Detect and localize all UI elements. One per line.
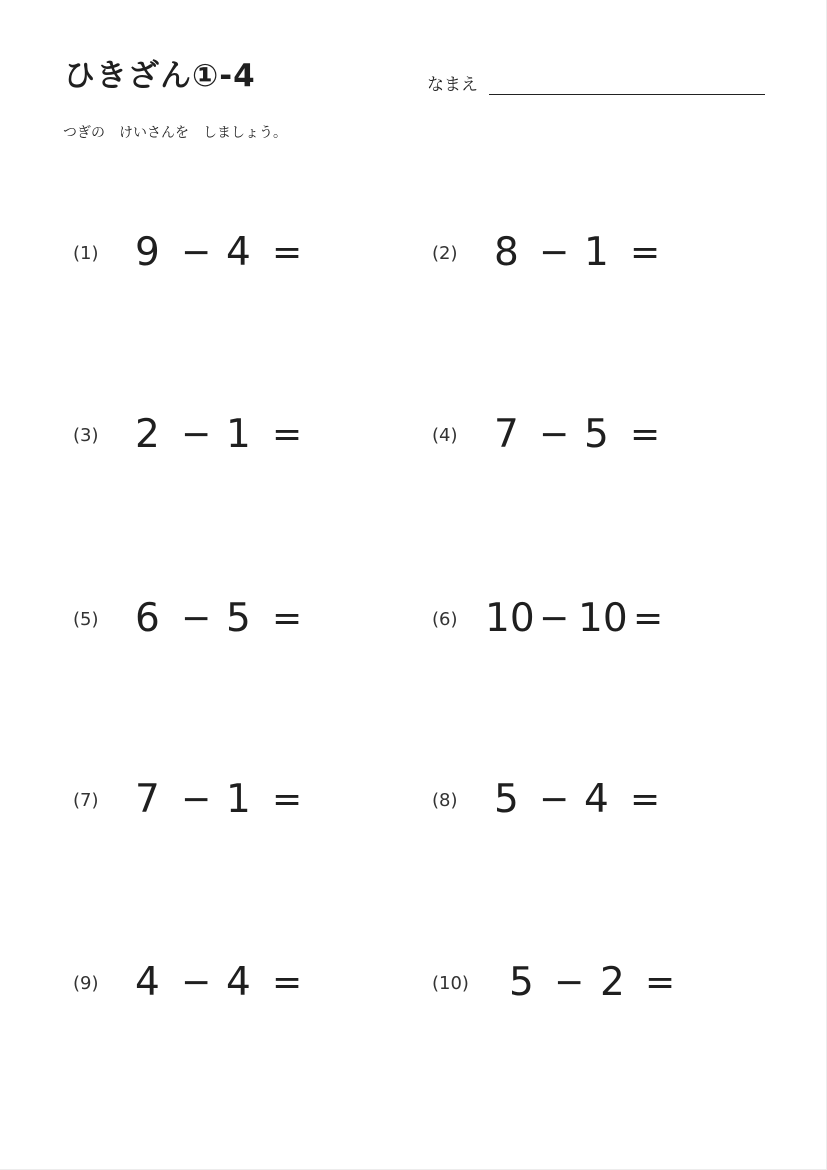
problem-5 — [73, 594, 413, 644]
subtrahend: 4 — [226, 960, 251, 1005]
equals-sign: = — [633, 598, 664, 639]
minus-sign: − — [539, 414, 570, 455]
minuend: 7 — [494, 412, 519, 457]
minus-sign: − — [181, 779, 212, 820]
minus-sign: − — [181, 962, 212, 1003]
problem-number: (3) — [73, 425, 99, 446]
subtrahend: 2 — [600, 960, 625, 1005]
subtrahend: 4 — [226, 230, 251, 275]
problem-number: (6) — [432, 609, 458, 630]
problem-number: (8) — [432, 790, 458, 811]
problem-4 — [432, 410, 772, 460]
name-underline[interactable] — [489, 94, 765, 95]
worksheet-title: ひきざん①-4 — [64, 58, 256, 94]
minus-sign: − — [181, 232, 212, 273]
subtrahend: 1 — [584, 230, 609, 275]
problem-number: (10) — [432, 973, 469, 994]
problem-10 — [432, 958, 772, 1008]
name-label: なまえ — [427, 75, 478, 95]
minuend: 9 — [135, 230, 160, 275]
equals-sign: = — [272, 414, 303, 455]
subtrahend: 5 — [226, 596, 251, 641]
equals-sign: = — [272, 779, 303, 820]
problem-2 — [432, 228, 772, 278]
problem-6 — [432, 594, 772, 644]
equals-sign: = — [272, 232, 303, 273]
minus-sign: − — [539, 232, 570, 273]
minus-sign: − — [554, 962, 585, 1003]
name-field[interactable] — [427, 66, 765, 96]
minus-sign: − — [181, 598, 212, 639]
subtrahend: 5 — [584, 412, 609, 457]
minuend: 5 — [509, 960, 534, 1005]
equals-sign: = — [630, 232, 661, 273]
problem-number: (4) — [432, 425, 458, 446]
problem-number: (9) — [73, 973, 99, 994]
equals-sign: = — [630, 414, 661, 455]
minuend: 10 — [485, 596, 535, 641]
subtrahend: 1 — [226, 777, 251, 822]
subtrahend: 4 — [584, 777, 609, 822]
instruction-text: つぎの けいさんを しましょう。 — [63, 125, 287, 141]
equals-sign: = — [645, 962, 676, 1003]
problem-number: (1) — [73, 243, 99, 264]
subtrahend: 1 — [226, 412, 251, 457]
equals-sign: = — [272, 962, 303, 1003]
minuend: 4 — [135, 960, 160, 1005]
equals-sign: = — [630, 779, 661, 820]
minuend: 7 — [135, 777, 160, 822]
problem-9 — [73, 958, 413, 1008]
equals-sign: = — [272, 598, 303, 639]
problem-number: (7) — [73, 790, 99, 811]
problem-1 — [73, 228, 413, 278]
problem-3 — [73, 410, 413, 460]
minuend: 8 — [494, 230, 519, 275]
problem-number: (2) — [432, 243, 458, 264]
minuend: 5 — [494, 777, 519, 822]
minus-sign: − — [539, 779, 570, 820]
minus-sign: − — [539, 598, 570, 639]
problem-7 — [73, 775, 413, 825]
minuend: 2 — [135, 412, 160, 457]
subtrahend: 10 — [578, 596, 628, 641]
minuend: 6 — [135, 596, 160, 641]
problem-number: (5) — [73, 609, 99, 630]
minus-sign: − — [181, 414, 212, 455]
problem-8 — [432, 775, 772, 825]
